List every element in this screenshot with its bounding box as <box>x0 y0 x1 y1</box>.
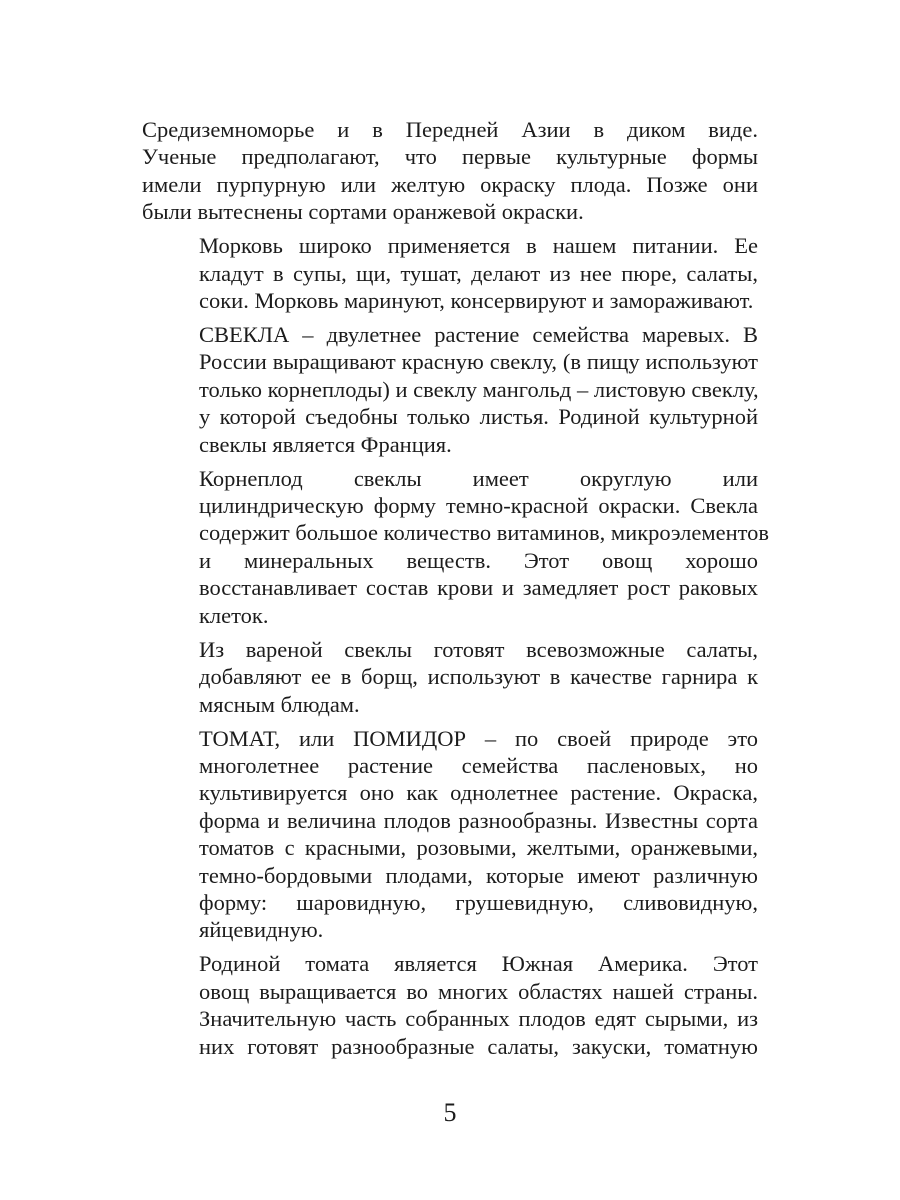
text-line: мясным блюдам. <box>199 691 360 717</box>
document-page-body <box>142 116 770 1067</box>
text-line: Родиной томата является Южная Америка. Этот <box>199 951 758 977</box>
text-line: Морковь широко применяется в нашем питании. Ее <box>199 233 758 259</box>
text-line: добавляют ее в борщ, используют в качестве гарнира к <box>199 664 758 690</box>
text-line: многолетнее растение семейства пасленовых, но <box>199 752 758 778</box>
text-line: Значительную часть собранных плодов едят сырыми, из <box>199 1006 758 1032</box>
text-line: у которой съедобны только листья. Родиной культурной <box>199 404 758 430</box>
text-line: цилиндрическую форму темно-красной окраски. Свекла <box>199 493 758 519</box>
paragraph <box>142 465 770 629</box>
text-line: только корнеплоды) и свеклу мангольд – листовую свеклу, <box>199 376 759 402</box>
text-line: яйцевидную. <box>199 917 324 943</box>
text-line: соки. Морковь маринуют, консервируют и замораживают. <box>199 288 754 314</box>
text-line: Средиземноморье и в Передней Азии в диком виде. <box>142 117 758 142</box>
text-line: восстанавливает состав крови и замедляет рост раковых <box>199 575 758 601</box>
paragraph <box>142 950 758 1060</box>
text-line: них готовят разнообразные салаты, закуски, томатную <box>199 1033 758 1059</box>
text-line: овощ выращивается во многих областях нашей страны. <box>199 978 758 1004</box>
page-number: 5 <box>443 1098 457 1127</box>
text-line: томатов с красными, розовыми, желтыми, оранжевыми, <box>199 835 758 861</box>
text-line: форма и величина плодов разнообразны. Известны сорта <box>199 807 758 833</box>
text-line: Ученые предполагают, что первые культурные формы <box>142 144 758 170</box>
paragraph <box>142 116 758 226</box>
text-line: имели пурпурную или желтую окраску плода. Позже они <box>142 171 758 197</box>
text-line: СВЕКЛА – двулетнее растение семейства маревых. В <box>199 322 758 348</box>
paragraph <box>142 725 758 944</box>
text-line: темно-бордовыми плодами, которые имеют различную <box>199 862 758 888</box>
text-line: Корнеплод свеклы имеет округлую или <box>199 465 758 491</box>
text-line: России выращивают красную свеклу, (в пищу используют <box>199 349 758 375</box>
text-line: форму: шаровидную, грушевидную, сливовидную, <box>199 889 758 915</box>
text-line: содержит большое количество витаминов, микроэлементов <box>199 520 770 546</box>
text-line: ТОМАТ, или ПОМИДОР – по своей природе это <box>199 725 758 751</box>
text-line: культивируется оно как однолетнее растение. Окраска, <box>199 780 758 806</box>
paragraph <box>142 321 758 458</box>
text-line: кладут в супы, щи, тушат, делают из нее пюре, салаты, <box>199 260 758 286</box>
text-line: были вытеснены сортами оранжевой окраски. <box>142 199 584 225</box>
paragraph <box>142 636 758 718</box>
text-line: Из вареной свеклы готовят всевозможные салаты, <box>199 636 758 662</box>
text-line: клеток. <box>199 602 269 628</box>
text-line: и минеральных веществ. Этот овощ хорошо <box>199 547 758 573</box>
text-line: свеклы является Франция. <box>199 431 452 457</box>
paragraph <box>142 232 758 314</box>
